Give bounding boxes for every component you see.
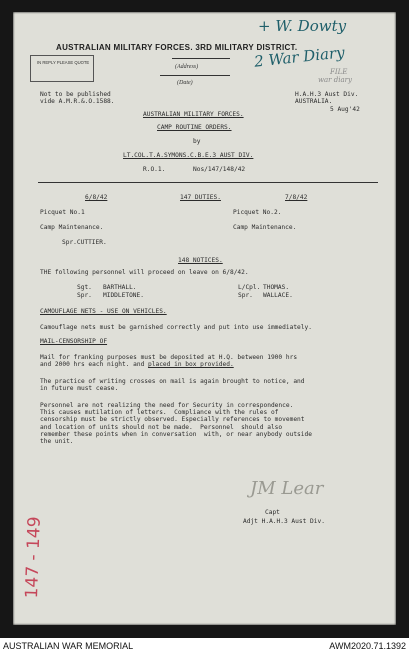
reply-stamp-box [30,55,94,82]
footer-bar [0,638,409,653]
leave-rank-1: Sgt. [77,284,92,291]
reply-stamp-text: IN REPLY PLEASE QUOTE [37,60,90,65]
mail-crosses-text: The practice of writing crosses on mail is again brought to notice, and in future must cease. [40,378,305,393]
duties-left-camp: Camp Maintenance. [40,224,104,231]
leave-name-2: THOMAS. [263,284,290,291]
leave-rank-2: L/Cpl. [238,284,261,291]
orders-commander: LT.COL.T.A.SYMONS.C.B.E.3 AUST DIV. [123,152,254,159]
duties-left-picquet: Picquet No.1 [40,209,85,216]
signature: JM Lear [250,478,324,499]
signoff-role: Adjt H.A.H.3 Aust Div. [243,518,325,525]
duties-left-sapper: Spr.CUTTIER. [62,239,107,246]
mail-franking-text-a: Mail for franking purposes must be deposited at H.Q. between 1900 hrs and 2000 hrs each night. and [40,354,298,369]
mail-franking-text-b: placed in box provided. [148,361,234,369]
handwritten-note-war-diary: 2 War Diary [253,43,346,71]
duties-right-camp: Camp Maintenance. [233,224,297,231]
camouflage-text: Camouflage nets must be garnished correctly and put into use immediately. [40,324,312,331]
footer-accession: AWM2020.71.1392 [329,641,406,651]
publication-notice-line1: Not to be published [40,91,111,98]
letterhead-title: AUSTRALIAN MILITARY FORCES. 3RD MILITARY DISTRICT. [56,43,298,52]
notices-heading: 148 NOTICES. [178,257,223,264]
leave-name-1: BARTHALL. [103,284,137,291]
camouflage-heading: CAMOUFLAGE NETS - USE ON VEHICLES. [40,308,167,315]
handwritten-note-top: + W. Dowty [258,17,347,35]
duties-right-picquet: Picquet No.2. [233,209,282,216]
pencil-note-file: FILE [330,68,348,76]
leave-rank-4: Spr. [238,292,253,299]
unit-line: H.A.H.3 Aust Div. [295,91,359,98]
red-margin-note: 147 - 149 [22,516,45,599]
pencil-note-war-diary: war diary [318,76,352,84]
mail-heading: MAIL-CENSORSHIP OF [40,338,108,345]
publication-notice-line2: vide A.M.R.&.O.1588. [40,98,115,105]
leave-name-4: WALLACE. [263,292,293,299]
orders-nos: Nos/147/148/42 [193,166,246,173]
duties-right-date: 7/8/42 [285,194,308,201]
signoff-rank: Capt [265,509,280,516]
mail-franking-text [40,354,385,368]
orders-title-forces: AUSTRALIAN MILITARY FORCES. [143,111,244,118]
document-date: 5 Aug'42 [330,106,360,113]
leave-intro: THE following personnel will proceed on leave on 6/8/42. [40,269,249,276]
header-divider [38,182,378,183]
leave-name-3: MIDDLETONE. [103,292,144,299]
footer-institution: AUSTRALIAN WAR MEMORIAL [3,641,134,651]
address-label: (Address) [175,64,199,70]
duties-heading: 147 DUTIES. [180,194,221,201]
duties-left-date: 6/8/42 [85,194,108,201]
orders-by: by [193,138,201,145]
security-text: Personnel are not realizing the need for Security in correspondence. This causes mutilation of letters. Compliance with the rules of censorship must be strictly observed. Especially references to movement and location of units should not be made. Personnel should also remember these points when in conversation with, or near anybody outside the unit. [40,402,312,446]
orders-title-routine: CAMP ROUTINE ORDERS. [157,124,232,131]
leave-rank-3: Spr. [77,292,92,299]
location-line: AUSTRALIA. [295,98,333,105]
date-rule [160,75,230,76]
date-label: (Date) [177,80,193,86]
orders-ro-number: R.O.1. [143,166,166,173]
address-rule [172,58,230,59]
